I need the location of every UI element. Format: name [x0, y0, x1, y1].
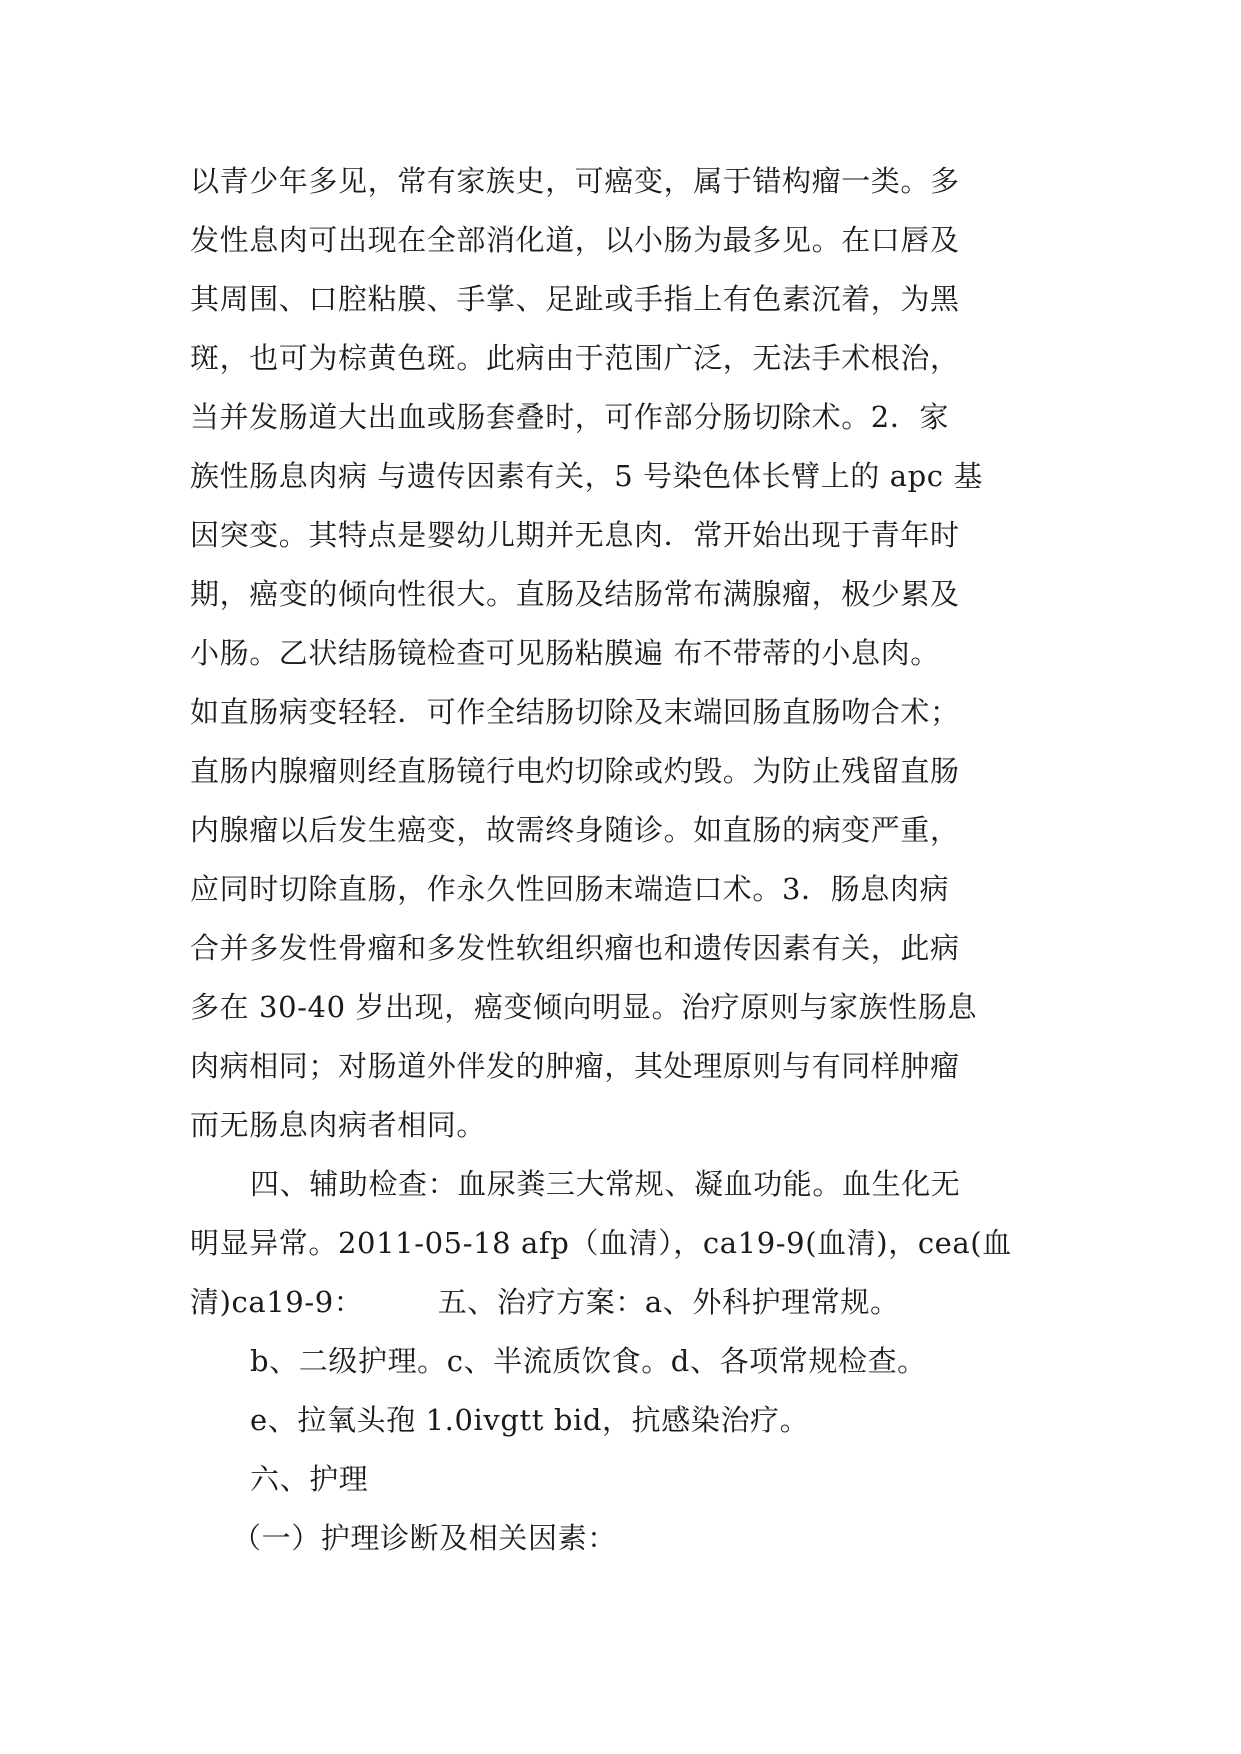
text-line: 如直肠病变轻轻．可作全结肠切除及末端回肠直肠吻合术； [190, 695, 960, 729]
text-line: 清)ca19-9： 五、治疗方案：a、外科护理常规。 [190, 1285, 900, 1319]
text-line: 斑，也可为棕黄色斑。此病由于范围广泛，无法手术根治， [190, 341, 960, 375]
text-line: 发性息肉可出现在全部消化道，以小肠为最多见。在口唇及 [190, 223, 960, 257]
section-heading-nursing: 六、护理 [250, 1462, 369, 1496]
text-line: 应同时切除直肠，作永久性回肠末端造口术。3．肠息肉病 [190, 872, 950, 906]
text-line: 合并多发性骨瘤和多发性软组织瘤也和遗传因素有关，此病 [190, 931, 960, 965]
text-line: 族性肠息肉病 与遗传因素有关，5 号染色体长臂上的 apc 基 [190, 459, 984, 493]
text-line: 以青少年多见，常有家族史，可癌变，属于错构瘤一类。多 [190, 164, 960, 198]
text-line: 当并发肠道大出血或肠套叠时，可作部分肠切除术。2．家 [190, 400, 950, 434]
text-line: 内腺瘤以后发生癌变，故需终身随诊。如直肠的病变严重， [190, 813, 960, 847]
section-heading-exams: 四、辅助检查：血尿粪三大常规、凝血功能。血生化无 [250, 1167, 961, 1201]
text-line: 多在 30-40 岁出现，癌变倾向明显。治疗原则与家族性肠息 [190, 990, 978, 1024]
text-line: 因突变。其特点是婴幼儿期并无息肉．常开始出现于青年时 [190, 518, 960, 552]
text-line: 直肠内腺瘤则经直肠镜行电灼切除或灼毁。为防止残留直肠 [190, 754, 960, 788]
text-line: 小肠。乙状结肠镜检查可见肠粘膜遍 布不带蒂的小息肉。 [190, 636, 940, 670]
text-line: 明显异常。2011-05-18 afp（血清），ca19-9(血清)，cea(血 [190, 1226, 1012, 1260]
text-line: e、拉氧头孢 1.0ivgtt bid，抗感染治疗。 [250, 1403, 810, 1437]
text-line: 肉病相同；对肠道外伴发的肿瘤，其处理原则与有同样肿瘤 [190, 1049, 960, 1083]
text-line: b、二级护理。c、半流质饮食。d、各项常规检查。 [250, 1344, 927, 1378]
text-line: 期，癌变的倾向性很大。直肠及结肠常布满腺瘤，极少累及 [190, 577, 960, 611]
subsection-heading: （一）护理诊断及相关因素： [232, 1521, 617, 1555]
text-line: 而无肠息肉病者相同。 [190, 1108, 487, 1142]
text-line: 其周围、口腔粘膜、手掌、足趾或手指上有色素沉着，为黑 [190, 282, 960, 316]
